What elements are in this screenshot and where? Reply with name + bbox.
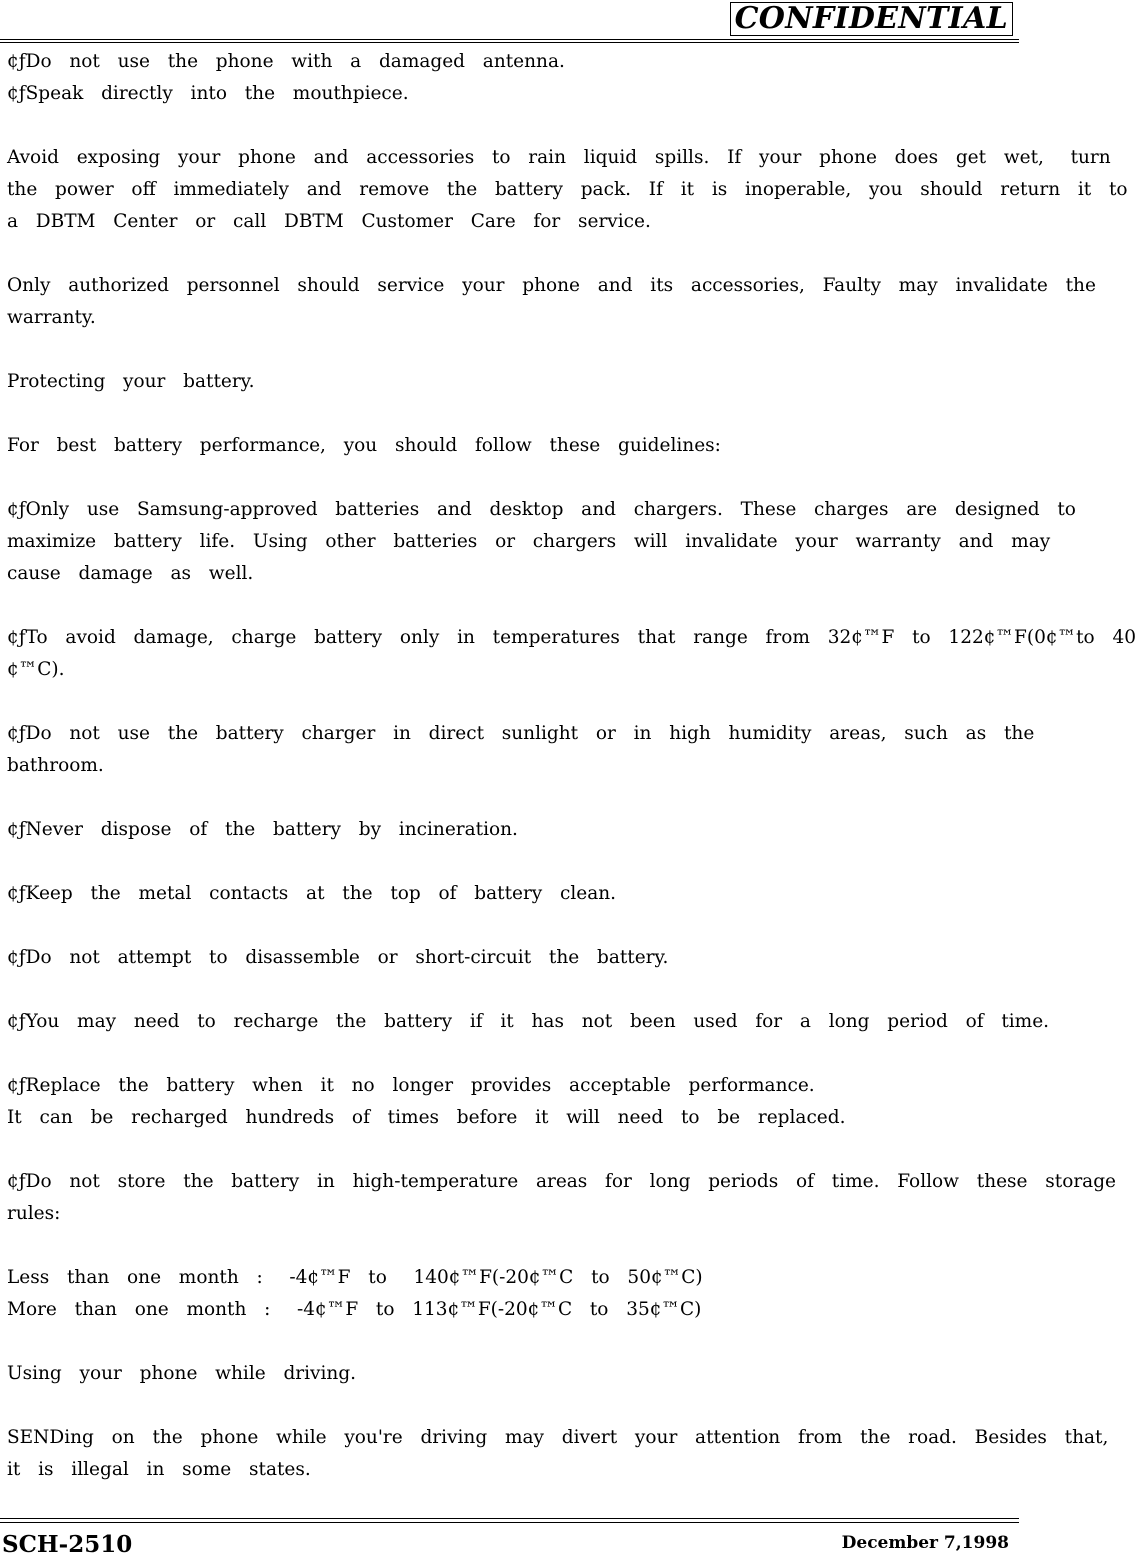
text-line: ¢ƒOnly use Samsung-approved batteries and desktop and chargers. These charges are designed to <box>7 499 1076 520</box>
text-line: ¢ƒReplace the battery when it no longer provides acceptable performance. <box>7 1075 815 1096</box>
text-line: ¢ƒNever dispose of the battery by incineration. <box>7 819 518 840</box>
header-rule-bottom <box>0 42 1019 43</box>
model-number: SCH-2510 <box>2 1531 133 1558</box>
text-line: ¢ƒSpeak directly into the mouthpiece. <box>7 83 409 104</box>
text-line: Avoid exposing your phone and accessories to rain liquid spills. If your phone does get wet, turn <box>7 147 1111 168</box>
text-line: ¢ƒDo not use the phone with a damaged antenna. <box>7 51 565 72</box>
text-line: the power off immediately and remove the battery pack. If it is inoperable, you should return it to <box>7 179 1128 200</box>
text-line: ¢ƒDo not attempt to disassemble or short-circuit the battery. <box>7 947 669 968</box>
paragraph-spacer <box>7 782 1007 814</box>
text-line: Using your phone while driving. <box>7 1363 357 1384</box>
document-date: December 7,1998 <box>841 1533 1009 1553</box>
paragraph-spacer <box>7 1038 1007 1070</box>
paragraph-spacer <box>7 974 1007 1006</box>
paragraph-spacer <box>7 686 1007 718</box>
text-line: SENDing on the phone while you're driving may divert your attention from the road. Besides that, <box>7 1427 1109 1448</box>
text-line: For best battery performance, you should follow these guidelines: <box>7 435 721 456</box>
confidential-badge: CONFIDENTIAL <box>730 2 1013 36</box>
header-rule-top <box>0 39 1019 40</box>
paragraph-spacer <box>7 1390 1007 1422</box>
paragraph-spacer <box>7 846 1007 878</box>
paragraph-spacer <box>7 238 1007 270</box>
text-line: More than one month : -4¢™F to 113¢™F(-20¢™C to 35¢™C) <box>7 1299 702 1320</box>
text-line: it is illegal in some states. <box>7 1459 311 1480</box>
text-line: bathroom. <box>7 755 104 776</box>
text-line: rules: <box>7 1203 61 1224</box>
paragraph-spacer <box>7 1230 1007 1262</box>
text-line: Protecting your battery. <box>7 371 255 392</box>
paragraph-spacer <box>7 590 1007 622</box>
text-line: ¢ƒDo not store the battery in high-temperature areas for long periods of time. Follow these storage <box>7 1171 1116 1192</box>
footer-rule-top <box>0 1518 1019 1519</box>
paragraph-spacer <box>7 110 1007 142</box>
document-body <box>7 46 1136 1486</box>
text-line: cause damage as well. <box>7 563 254 584</box>
paragraph-spacer <box>7 1134 1007 1166</box>
text-line: ¢ƒKeep the metal contacts at the top of battery clean. <box>7 883 617 904</box>
text-line: Less than one month : -4¢™F to 140¢™F(-20¢™C to 50¢™C) <box>7 1267 703 1288</box>
text-line: ¢ƒTo avoid damage, charge battery only in temperatures that range from 32¢™F to 122¢™F(0¢™to 40 <box>7 627 1136 648</box>
text-line: ¢ƒYou may need to recharge the battery if it has not been used for a long period of time. <box>7 1011 1050 1032</box>
text-line: a DBTM Center or call DBTM Customer Care for service. <box>7 211 651 232</box>
text-line: ¢™C). <box>7 659 65 680</box>
text-line: ¢ƒDo not use the battery charger in direct sunlight or in high humidity areas, such as the <box>7 723 1035 744</box>
footer-rule-bottom <box>0 1522 1019 1523</box>
text-line: maximize battery life. Using other batteries or chargers will invalidate your warranty and may <box>7 531 1051 552</box>
text-line: It can be recharged hundreds of times before it will need to be replaced. <box>7 1107 846 1128</box>
paragraph-spacer <box>7 910 1007 942</box>
paragraph-spacer <box>7 462 1007 494</box>
text-line: warranty. <box>7 307 96 328</box>
paragraph-spacer <box>7 334 1007 366</box>
paragraph-spacer <box>7 1326 1007 1358</box>
paragraph-spacer <box>7 398 1007 430</box>
text-line: Only authorized personnel should service your phone and its accessories, Faulty may invalidate the <box>7 275 1096 296</box>
